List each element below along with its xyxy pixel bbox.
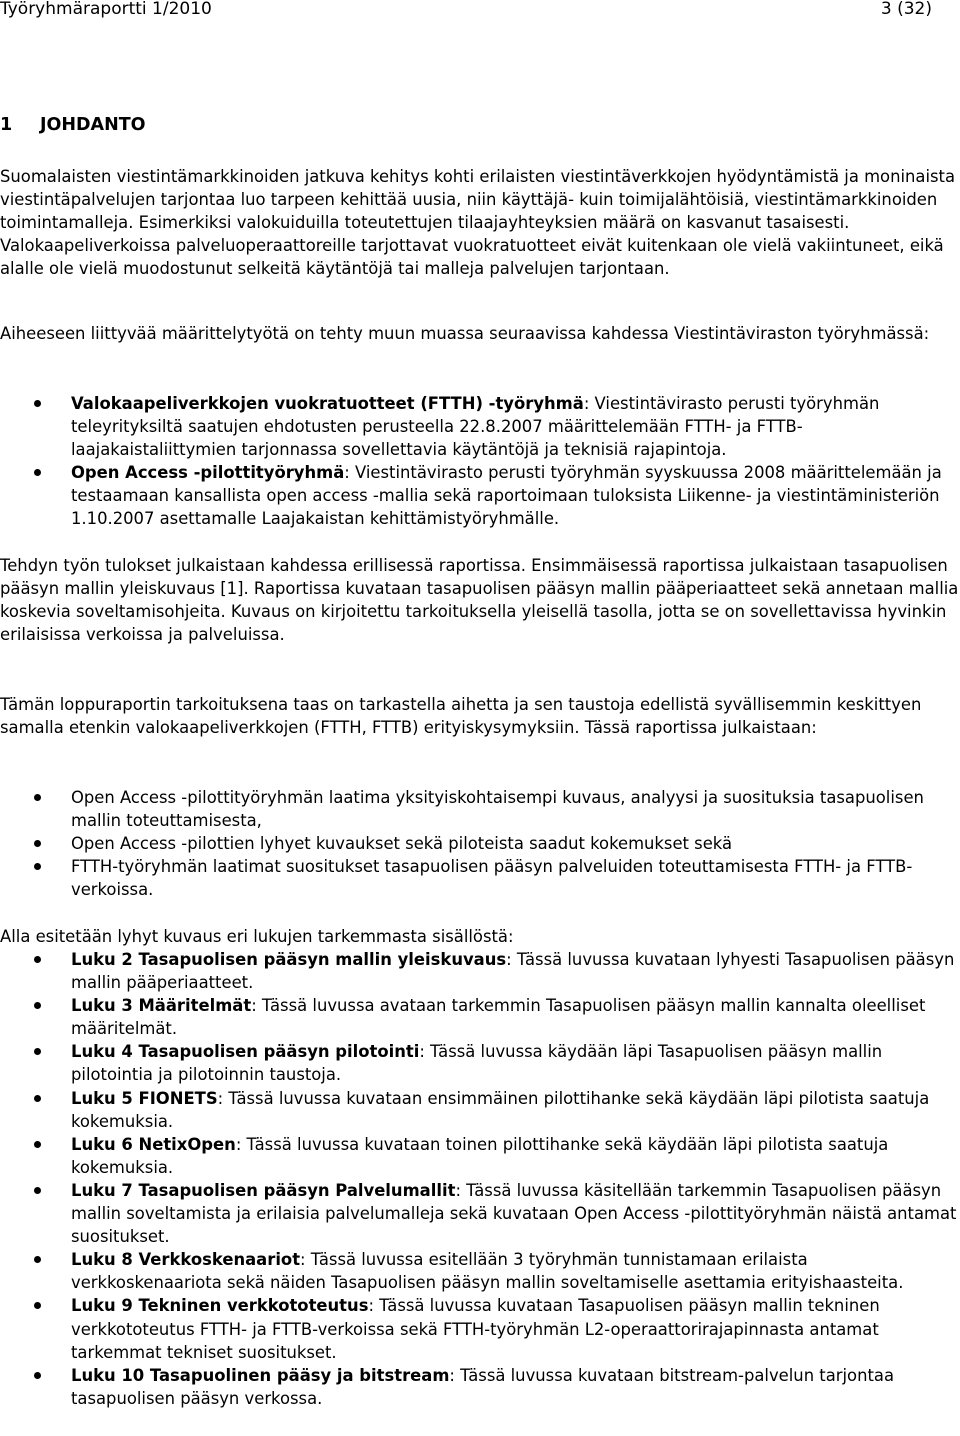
working-group-name: Open Access -pilottityöryhmä (71, 463, 345, 483)
chapter-name: Luku 4 Tasapuolisen pääsyn pilotointi (71, 1042, 420, 1062)
chapter-description: : Tässä luvussa avataan tarkemmin Tasapuolisen pääsyn mallin kannalta oleelliset määritelmät. (71, 996, 926, 1039)
list-item-chapter (0, 994, 960, 1040)
list-item-chapter (0, 1133, 960, 1179)
paragraph-final-report: Tämän loppuraportin tarkoituksena taas on tarkastella aihetta ja sen taustoja edellistä syvällisemmin keskittyen samalla etenkin valokaapeliverkkojen (FTTH, FTTB) erityiskysymyksiin. Tässä raportissa julkaistaan: (0, 695, 922, 738)
chapter-description: : Tässä luvussa kuvataan toinen pilottihanke sekä käydään läpi pilotista saatuja kokemuksia. (71, 1134, 889, 1177)
chapter-name: Luku 10 Tasapuolinen pääsy ja bitstream (71, 1365, 450, 1385)
paragraph-working-groups-intro: Aiheeseen liittyvää määrittelytyötä on tehty muun muassa seuraavissa kahdessa Viestintäviraston työryhmässä: (0, 324, 930, 343)
list-item-working-group (0, 392, 960, 461)
list-item-working-group (0, 461, 960, 530)
list-item: Open Access -pilottien lyhyet kuvaukset sekä piloteista saadut kokemukset sekä (0, 832, 960, 855)
page-header (0, 0, 960, 21)
list-item-chapter (0, 1364, 960, 1410)
section-number: 1 (0, 115, 13, 135)
chapter-name: Luku 8 Verkkoskenaariot (71, 1250, 301, 1270)
paragraph-chapters-intro: Alla esitetään lyhyt kuvaus eri lukujen tarkemmasta sisällöstä: (0, 927, 514, 946)
report-contents-list (0, 786, 960, 901)
chapter-description: : Tässä luvussa kuvataan Tasapuolisen pääsyn mallin tekninen verkkototeutus FTTH- ja FTTB-verkoissa sekä FTTH-työryhmän L2-operaattorirajapinnasta antamat tarkemmat tekniset suositukset. (71, 1296, 880, 1362)
list-item-chapter (0, 1087, 960, 1133)
chapter-name: Luku 6 NetixOpen (71, 1134, 236, 1154)
list-item-chapter (0, 1248, 960, 1294)
chapter-description: : Tässä luvussa käsitellään tarkemmin Tasapuolisen pääsyn mallin soveltamista ja erilaisia palvelumalleja sekä kuvataan Open Access -pilottityöryhmän näistä antamat suositukset. (71, 1180, 957, 1247)
chapter-description: : Tässä luvussa esitellään 3 työryhmän tunnistamaan erilaista verkkoskenaariota sekä näiden Tasapuolisen pääsyn mallin soveltamiselle asettamia erityishaasteita. (71, 1250, 904, 1293)
chapter-description: : Tässä luvussa kuvataan lyhyesti Tasapuolisen pääsyn mallin pääperiaatteet. (71, 950, 955, 993)
paragraph-intro: Suomalaisten viestintämarkkinoiden jatkuva kehitys kohti erilaisten viestintäverkkojen hyödyntämistä ja moninaista viestintäpalvelujen tarjontaa luo tarpeen kehittää uusia, niin käyttäjä- kuin toimijalähtöisiä, viestintämarkkinoiden toimintamalleja. Esimerkiksi valokuiduilla toteutettujen tilaajayhteyksien määrä on kasvanut tasaisesti. Valokaapeliverkoissa palveluoperaattoreille tarjottavat vuokratuotteet eivät kuitenkaan ole vielä vakiintuneet, eikä alalle ole vielä muodostunut selkeitä käytäntöjä tai malleja palvelujen tarjontaan. (0, 167, 956, 279)
section-heading (0, 113, 146, 137)
paragraph-results: Tehdyn työn tulokset julkaistaan kahdessa erillisessä raportissa. Ensimmäisessä raportissa julkaistaan tasapuolisen pääsyn mallin yleiskuvaus [1]. Raportissa kuvataan tasapuolisen pääsyn mallin pääperiaatteet sekä annetaan mallia koskevia soveltamisohjeita. Kuvaus on kirjoitettu tarkoituksella yleisellä tasolla, jotta se on sovellettavissa hyvinkin erilaisissa verkoissa ja palveluissa. (0, 556, 959, 645)
chapter-description: : Tässä luvussa kuvataan bitstream-palvelun tarjontaa tasapuolisen pääsyn verkossa. (71, 1365, 894, 1408)
chapter-name: Luku 3 Määritelmät (71, 996, 252, 1016)
list-item-chapter (0, 1179, 960, 1248)
chapter-name: Luku 7 Tasapuolisen pääsyn Palvelumallit (71, 1180, 456, 1200)
list-item-chapter (0, 1040, 960, 1086)
chapter-name: Luku 2 Tasapuolisen pääsyn mallin yleiskuvaus (71, 950, 507, 969)
working-group-name: Valokaapeliverkkojen vuokratuotteet (FTTH) -työryhmä (71, 394, 584, 413)
chapter-name: Luku 5 FIONETS (71, 1088, 218, 1108)
document-title: Työryhmäraportti 1/2010 (0, 0, 212, 19)
chapter-description: : Tässä luvussa kuvataan ensimmäinen pilottihanke sekä käydään läpi pilotista saatuja kokemuksia. (71, 1088, 930, 1131)
list-item: Open Access -pilottityöryhmän laatima yksityiskohtaisempi kuvaus, analyysi ja suosituksia tasapuolisen mallin toteuttamisesta, (0, 786, 960, 832)
working-group-description: : Viestintävirasto perusti työryhmän teleyrityksiltä saatujen ehdotusten perusteella 22.8.2007 määrittelemään FTTH- ja FTTB-laajakaistaliittymien tarjonnassa sovellettavia käytäntöjä ja teknisiä rajapintoja. (71, 394, 880, 460)
working-group-description: : Viestintävirasto perusti työryhmän syyskuussa 2008 määrittelemään ja testaamaan kansallista open access -mallia sekä raportoimaan tuloksista Liikenne- ja viestintäministeriön 1.10.2007 asettamalle Laajakaistan kehittämistyöryhmälle. (71, 463, 942, 529)
chapters-list (0, 948, 960, 1410)
list-item-chapter (0, 948, 960, 994)
chapter-name: Luku 9 Tekninen verkkototeutus (71, 1296, 369, 1316)
working-groups-list (0, 392, 960, 531)
chapter-description: : Tässä luvussa käydään läpi Tasapuolisen pääsyn mallin pilotointia ja pilotoinnin taustoja. (71, 1042, 883, 1085)
page-number: 3 (32) (880, 0, 932, 19)
list-item: FTTH-työryhmän laatimat suositukset tasapuolisen pääsyn palveluiden toteuttamisesta FTTH- ja FTTB-verkoissa. (0, 855, 960, 901)
list-item-chapter (0, 1294, 960, 1363)
section-title: JOHDANTO (40, 115, 146, 135)
